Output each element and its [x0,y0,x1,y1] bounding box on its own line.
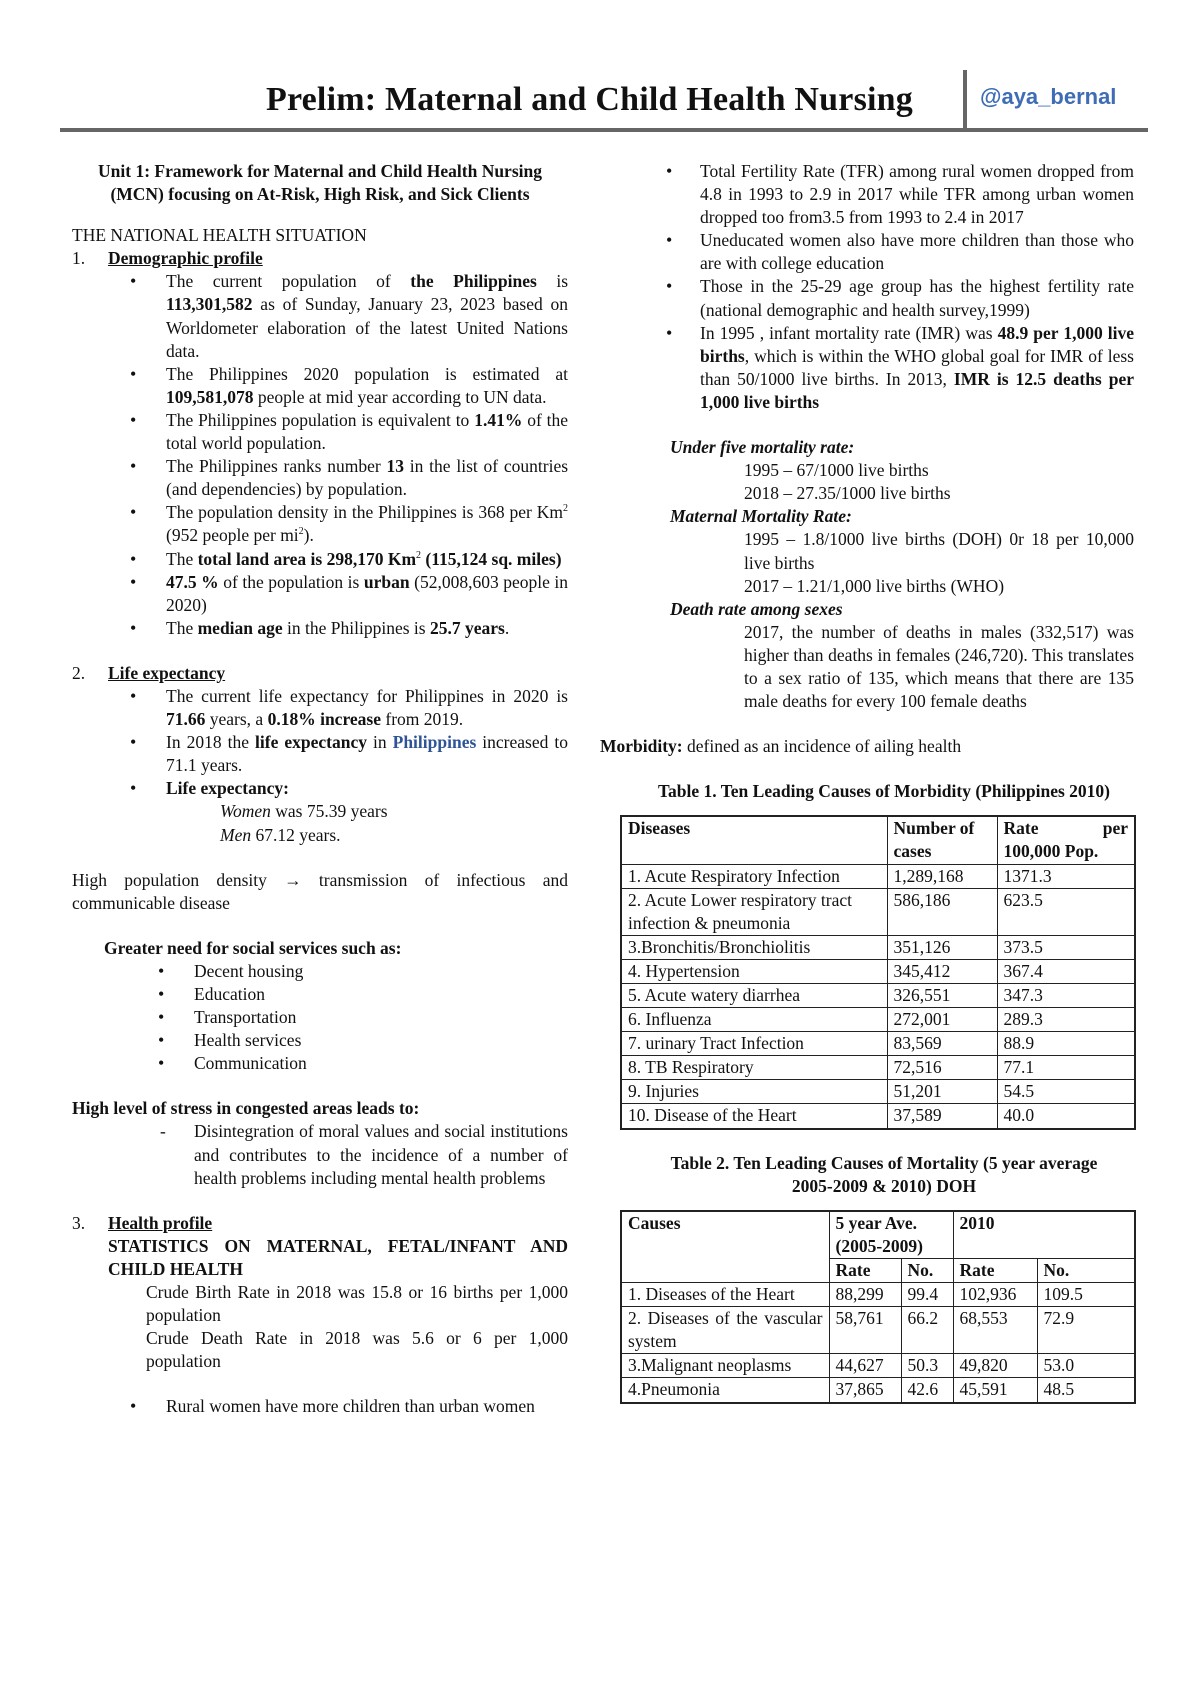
list-item: • Transportation [72,1006,568,1029]
list-item: • The current life expectancy for Philippines in 2020 is 71.66 years, a 0.18% increase from 2019. [72,685,568,731]
morbidity-table [620,815,1136,1129]
table-cell: 3.Bronchitis/Bronchiolitis [621,935,887,959]
table-cell: 48.5 [1037,1378,1135,1403]
table-row [621,1080,1135,1104]
table-cell: 623.5 [997,888,1135,935]
under-five-2018: 2018 – 27.35/1000 live births [744,483,951,504]
table-cell: 345,412 [887,959,997,983]
table1-caption: Table 1. Ten Leading Causes of Morbidity (Philippines 2010) [657,781,1110,802]
list-item: • Those in the 25-29 age group has the highest fertility rate (national demographic and health survey,1999) [598,275,1134,321]
table-row [621,1283,1135,1307]
table-header: Number of cases [887,816,997,864]
table-header: 5 year Ave. (2005-2009) [829,1211,953,1259]
list-item: • The population density in the Philippines is 368 per Km$^2$ (952 people per $mi^2$). [72,501,568,547]
table-cell: 68,553 [953,1307,1037,1354]
list-item: • Education [72,983,568,1006]
table-cell: 88,299 [829,1283,901,1307]
author-handle: @aya_bernal [980,84,1117,109]
table-cell: 1. Acute Respiratory Infection [621,864,887,888]
table-cell: 5. Acute watery diarrhea [621,984,887,1008]
table-header: Rate per 100,000 Pop. [997,816,1135,864]
table1-wrapper [620,815,1136,1129]
table-header: Rate [953,1258,1037,1282]
table-cell: 51,201 [887,1080,997,1104]
men-life-expectancy: Men 67.12 years. [220,824,341,845]
mortality-table [620,1210,1136,1404]
list-item: • Health services [72,1029,568,1052]
list-item: • The median age in the Philippines is 25.7 years. [72,617,568,640]
header-separator [963,70,967,132]
statistics-heading: STATISTICS ON MATERNAL, FETAL/INFANT AND CHILD HEALTH [108,1235,568,1279]
table-cell: 102,936 [953,1283,1037,1307]
table-cell: 109.5 [1037,1283,1135,1307]
table-cell: 49,820 [953,1354,1037,1378]
table-row [621,959,1135,983]
under-five-1995: 1995 – 67/1000 live births [744,460,929,481]
table-cell: 53.0 [1037,1354,1135,1378]
table-row [621,1032,1135,1056]
table-cell: 586,186 [887,888,997,935]
list-item: • Uneducated women also have more children than those who are with college education [598,229,1134,275]
right-column [600,160,1135,1404]
life-expectancy-heading: 2. Life expectancy [72,662,226,683]
death-rate-text: 2017, the number of deaths in males (332,517) was higher than deaths in females (246,720). This translates to a sex ratio of 135, which means that there are 135 male deaths for every 100 female deaths [744,621,1134,712]
greater-need-heading: Greater need for social services such as: [104,937,402,958]
table-cell: 66.2 [901,1307,953,1354]
table-cell: 1371.3 [997,864,1135,888]
table-header: No. [901,1258,953,1282]
table-cell: 8. TB Respiratory [621,1056,887,1080]
list-item: • 47.5 % of the population is urban (52,008,603 people in 2020) [72,571,568,617]
table-cell: 77.1 [997,1056,1135,1080]
table-header: Causes [621,1211,829,1283]
services-list [72,960,568,1075]
header-rule [60,128,1148,132]
table-header: Rate [829,1258,901,1282]
table-header: Diseases [621,816,887,864]
table-cell: 1. Diseases of the Heart [621,1283,829,1307]
table-header-row [621,816,1135,864]
list-item: • The Philippines ranks number 13 in the list of countries (and dependencies) by population. [72,455,568,501]
morbidity-definition: Morbidity: defined as an incidence of ailing health [600,736,962,757]
list-item: • Rural women have more children than urban women [72,1395,568,1418]
table-cell: 7. urinary Tract Infection [621,1032,887,1056]
list-item: • Communication [72,1052,568,1075]
under-five-heading: Under five mortality rate: [670,437,855,458]
table-cell: 2. Acute Lower respiratory tract infection & pneumonia [621,888,887,935]
table-cell: 37,589 [887,1104,997,1129]
table-cell: 10. Disease of the Heart [621,1104,887,1129]
list-item: • In 1995 , infant mortality rate (IMR) was 48.9 per 1,000 live births, which is within the WHO global goal for IMR of less than 50/1000 live births. In 2013, IMR is 12.5 deaths per 1,000 live births [598,322,1134,414]
section-title: THE NATIONAL HEALTH SITUATION [72,225,367,246]
table-cell: 99.4 [901,1283,953,1307]
table-row [621,1104,1135,1129]
table-cell: 88.9 [997,1032,1135,1056]
table-cell: 367.4 [997,959,1135,983]
table-row [621,1354,1135,1378]
list-item: • Total Fertility Rate (TFR) among rural women dropped from 4.8 in 1993 to 2.9 in 2017 while TFR among urban women dropped too from3.5 from 1993 to 2.4 in 2017 [598,160,1134,229]
table-header: 2010 [953,1211,1135,1259]
table-cell: 72.9 [1037,1307,1135,1354]
table-row [621,935,1135,959]
table-header-row [621,1211,1135,1259]
health-profile-heading: 3. Health profile [72,1212,213,1233]
list-item: - Disintegration of moral values and social institutions and contributes to the incidence of a number of health problems including mental health problems [72,1120,568,1189]
table-cell: 289.3 [997,1008,1135,1032]
table-cell: 54.5 [997,1080,1135,1104]
table-cell: 373.5 [997,935,1135,959]
maternal-mortality-heading: Maternal Mortality Rate: [670,506,852,527]
table-row [621,888,1135,935]
table-cell: 58,761 [829,1307,901,1354]
list-item: • The Philippines 2020 population is estimated at 109,581,078 people at mid year according to UN data. [72,363,568,409]
death-rate-heading: Death rate among sexes [670,598,843,619]
list-item: • The current population of the Philippines is 113,301,582 as of Sunday, January 23, 2023 based on Worldometer elaboration of the latest United Nations data. [72,270,568,362]
table-cell: 3.Malignant neoplasms [621,1354,829,1378]
table-cell: 37,865 [829,1378,901,1403]
women-life-expectancy: Women was 75.39 years [220,801,388,822]
table-cell: 272,001 [887,1008,997,1032]
table-header: No. [1037,1258,1135,1282]
rural-list [72,1395,568,1418]
crude-death-rate: Crude Death Rate in 2018 was 5.6 or 6 per 1,000 population [146,1328,568,1372]
demographic-list [72,270,568,640]
table-cell: 4.Pneumonia [621,1378,829,1403]
list-item: • The Philippines population is equivalent to 1.41% of the total world population. [72,409,568,455]
table-cell: 9. Injuries [621,1080,887,1104]
maternal-mortality-2017: 2017 – 1.21/1,000 live births (WHO) [744,575,1005,596]
table-row [621,864,1135,888]
table-cell: 4. Hypertension [621,959,887,983]
density-note: High population density → transmission of infectious and communicable disease [72,869,568,913]
table-row [621,1056,1135,1080]
table-cell: 347.3 [997,984,1135,1008]
philippines-link[interactable]: Philippines [392,732,477,753]
list-item: • The total land area is 298,170 Km$^2$ (115,124 sq. miles) [72,548,568,571]
unit-title: Unit 1: Framework for Maternal and Child Health Nursing (MCN) focusing on At-Risk, High Risk, and Sick Clients [98,161,542,205]
list-item: • Life expectancy: [72,777,568,800]
demographic-heading: 1. Demographic profile [72,248,263,269]
table-cell: 6. Influenza [621,1008,887,1032]
table-cell: 42.6 [901,1378,953,1403]
maternal-mortality-1995: 1995 – 1.8/1000 live births (DOH) 0r 18 per 10,000 live births [744,529,1134,573]
list-item: • In 2018 the life expectancy in Philippines increased to 71.1 years. [72,731,568,777]
table-cell: 50.3 [901,1354,953,1378]
table2-caption: Table 2. Ten Leading Causes of Mortality (5 year average 2005-2009 & 2010) DOH [670,1152,1098,1196]
table-row [621,1008,1135,1032]
table-row [621,984,1135,1008]
crude-birth-rate: Crude Birth Rate in 2018 was 15.8 or 16 births per 1,000 population [146,1282,568,1326]
table-cell: 2. Diseases of the vascular system [621,1307,829,1354]
table-cell: 83,569 [887,1032,997,1056]
table-cell: 40.0 [997,1104,1135,1129]
table-cell: 44,627 [829,1354,901,1378]
table-cell: 351,126 [887,935,997,959]
table-cell: 45,591 [953,1378,1037,1403]
list-item: • Decent housing [72,960,568,983]
table-row [621,1307,1135,1354]
table-row [621,1378,1135,1403]
life-expectancy-list [72,685,568,800]
fertility-list [598,160,1134,414]
table2-wrapper [620,1210,1136,1404]
table-cell: 1,289,168 [887,864,997,888]
table-cell: 326,551 [887,984,997,1008]
stress-heading: High level of stress in congested areas leads to: [72,1098,420,1119]
page-title: Prelim: Maternal and Child Health Nursing [266,81,913,118]
table-cell: 72,516 [887,1056,997,1080]
stress-list [72,1120,568,1189]
left-column [72,160,568,1419]
